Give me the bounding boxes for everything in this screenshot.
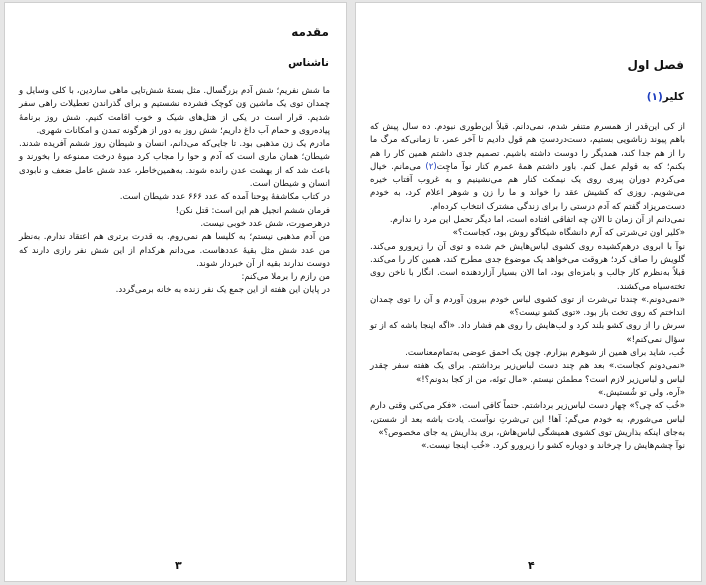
paragraph: «نمی‌دونم کجاست.» بعد هم چند دست لباس‌زیر برداشتم. برای یک هفته سفر چقدر لباس و لباس‌زیر لازم است؟ مطمئن نیستم. «مال توئه، من از کجا بدونم؟!» [370, 361, 685, 385]
paragraph [370, 121, 685, 214]
paragraph: «نمی‌دونم.» چندتا تی‌شرت از توی کشوی لباس خودم بیرون آوردم و آن را توی چمدان انداختم که روی تخت باز بود. «توی کشو نیست؟» [370, 294, 685, 319]
right-page [355, 2, 702, 582]
paragraph: «آره، ولی تو شُستیش.» [597, 387, 685, 398]
left-page [4, 2, 347, 582]
body-text [370, 121, 685, 453]
section-title-text: کلیر [662, 91, 684, 103]
paragraph: نوآ با ابروی درهم‌کشیده روی کشوی لباس‌هایش خم شده و توی آن را زیرورو می‌کند. گلویش را صاف کرد؛ هروقت می‌خواهد یک موضوع جدی مطرح کند، همین کار را می‌کند. قبلاً به‌نظرم کار جالب و بامزه‌ای بود، اما الان بسیار آزاردهنده است. انگار با ناخن روی تخته‌سیاه می‌کشند. [370, 241, 685, 292]
footnote-link[interactable]: (۲) [425, 161, 437, 172]
body-text [19, 85, 330, 298]
page-number: ۴ [528, 559, 535, 572]
paragraph: خُب، شاید برای همین از شوهرم بیزارم. چون یک احمق عوضی به‌تمام‌معناست. [405, 348, 685, 359]
paragraph: من آدم مذهبی نیستم؛ به کلیسا هم نمی‌روم. به قدرت برتری هم اعتقاد ندارم. به‌نظر من عدد شش مثل بقیهٔ عددهاست. می‌دانم هرکدام از این شش نفر رازی دارند که دوست ندارند بقیه از آن خبردار شوند. [19, 232, 330, 269]
paragraph-text: می‌مانم. خیال می‌کردم دوران پیری روی یک نیمکت کنار هم می‌نشینیم و به غروب آفتاب خیره می‌شویم. روزی که کشیش عقد را خواند و ما را زن و شوهر اعلام کرد، به خودم دست‌مریزاد گفتم که آدم درستی را برای زندگی مشترک انتخاب کرده‌ام. [370, 161, 685, 212]
paragraph: «خُب که چی؟» چهار دست لباس‌زیر برداشتم. حتماً کافی است. «فکر می‌کنی وقتی دارم لباس می‌شورم، به خودم می‌گم: آها! این تی‌شرتِ نوآست. یادت باشه بعد از شستن، به‌جای اینکه بذاریش توی کشوی همیشگی لباس‌هاش، بری بذاریش یه جای مخصوص؟» [370, 401, 685, 438]
chapter-title: فصل اول [627, 58, 684, 72]
paragraph: نوآ چشم‌هایش را چرخاند و دوباره کشو را زیرورو کرد. «خُب اینجا نیست.» [421, 441, 685, 452]
paragraph: سرش را از روی کشو بلند کرد و لب‌هایش را روی هم فشار داد. «اگه اینجا باشه که از تو سؤال نمی‌کنم!» [370, 321, 685, 345]
footnote-link[interactable]: (۱) [646, 91, 663, 103]
paragraph: من رازم را برملا می‌کنم: [241, 272, 330, 283]
paragraph-text: از کی این‌قدر از همسرم متنفر شدم، نمی‌دانم. قبلاً این‌طوری نبودم. ده سال پیش که باهم پیوند زناشویی بستیم، دست‌دردستِ هم قول دادیم تا آخر عمر، تا زمانی‌که مرگ ما را از هم جدا کند، همدیگر را دوست داشته باشیم. تصمیم جدی داشتم همین کار را هم بکنم؛ که به قولم عمل کنم. باور داشتم همهٔ عمرم کنار نوآ ماچِت [370, 122, 686, 172]
section-title: ناشناس [288, 57, 329, 69]
paragraph: مادرم یک زن مذهبی بود. تا جایی‌که می‌دانم، انسان و شیطان روز ششم آفریده شدند. شیطان؛ همان ماری است که آدم و حوا را مجاب کرد میوهٔ درخت ممنوعه را بخورند و باعث شد که از بهشت عدن رانده شوند. به‌همین‌خاطر، عدد شش عامل ضعف و نابودی انسان و شیطان است. [19, 139, 330, 190]
paragraph: ما شش نفریم؛ شش آدم بزرگسال. مثل بستهٔ شش‌تایی ماهی ساردین، با کلی وسایل و چمدان توی یک ماشین وَن کوچک فشرده نشستیم و برای گذراندن تعطیلات راهی سفر شدیم. قرار است در یکی از هتل‌های شیک و خوب اقامت کنیم. شش روز برنامهٔ پیاده‌روی و حمام آب داغ داریم؛ شش روز به دور از هرگونه تمدن و امکانات شهری. [19, 86, 330, 136]
paragraph: در کتاب مکاشفهٔ یوحنا آمده که عدد ۶۶۶ عدد شیطان است. [119, 192, 330, 203]
chapter-title: مقدمه [291, 25, 329, 39]
paragraph: نمی‌دانم از آن زمان تا الان چه اتفاقی افتاده است، اما دیگر تحمل این مرد را ندارم. [389, 215, 685, 226]
paragraph: درهرصورت، شش عدد خوبی نیست. [200, 218, 330, 229]
paragraph: فرمان ششم انجیل هم این است: قتل نکن! [175, 205, 330, 216]
paragraph: در پایان این هفته از این جمع یک نفر زنده به خانه برمی‌گردد. [115, 285, 330, 296]
page-number: ۳ [175, 559, 182, 572]
section-title [647, 91, 684, 103]
paragraph: «کلیر اون تی‌شرتی که آرم دانشگاه شیکاگو روش بود، کجاست؟» [452, 228, 685, 239]
